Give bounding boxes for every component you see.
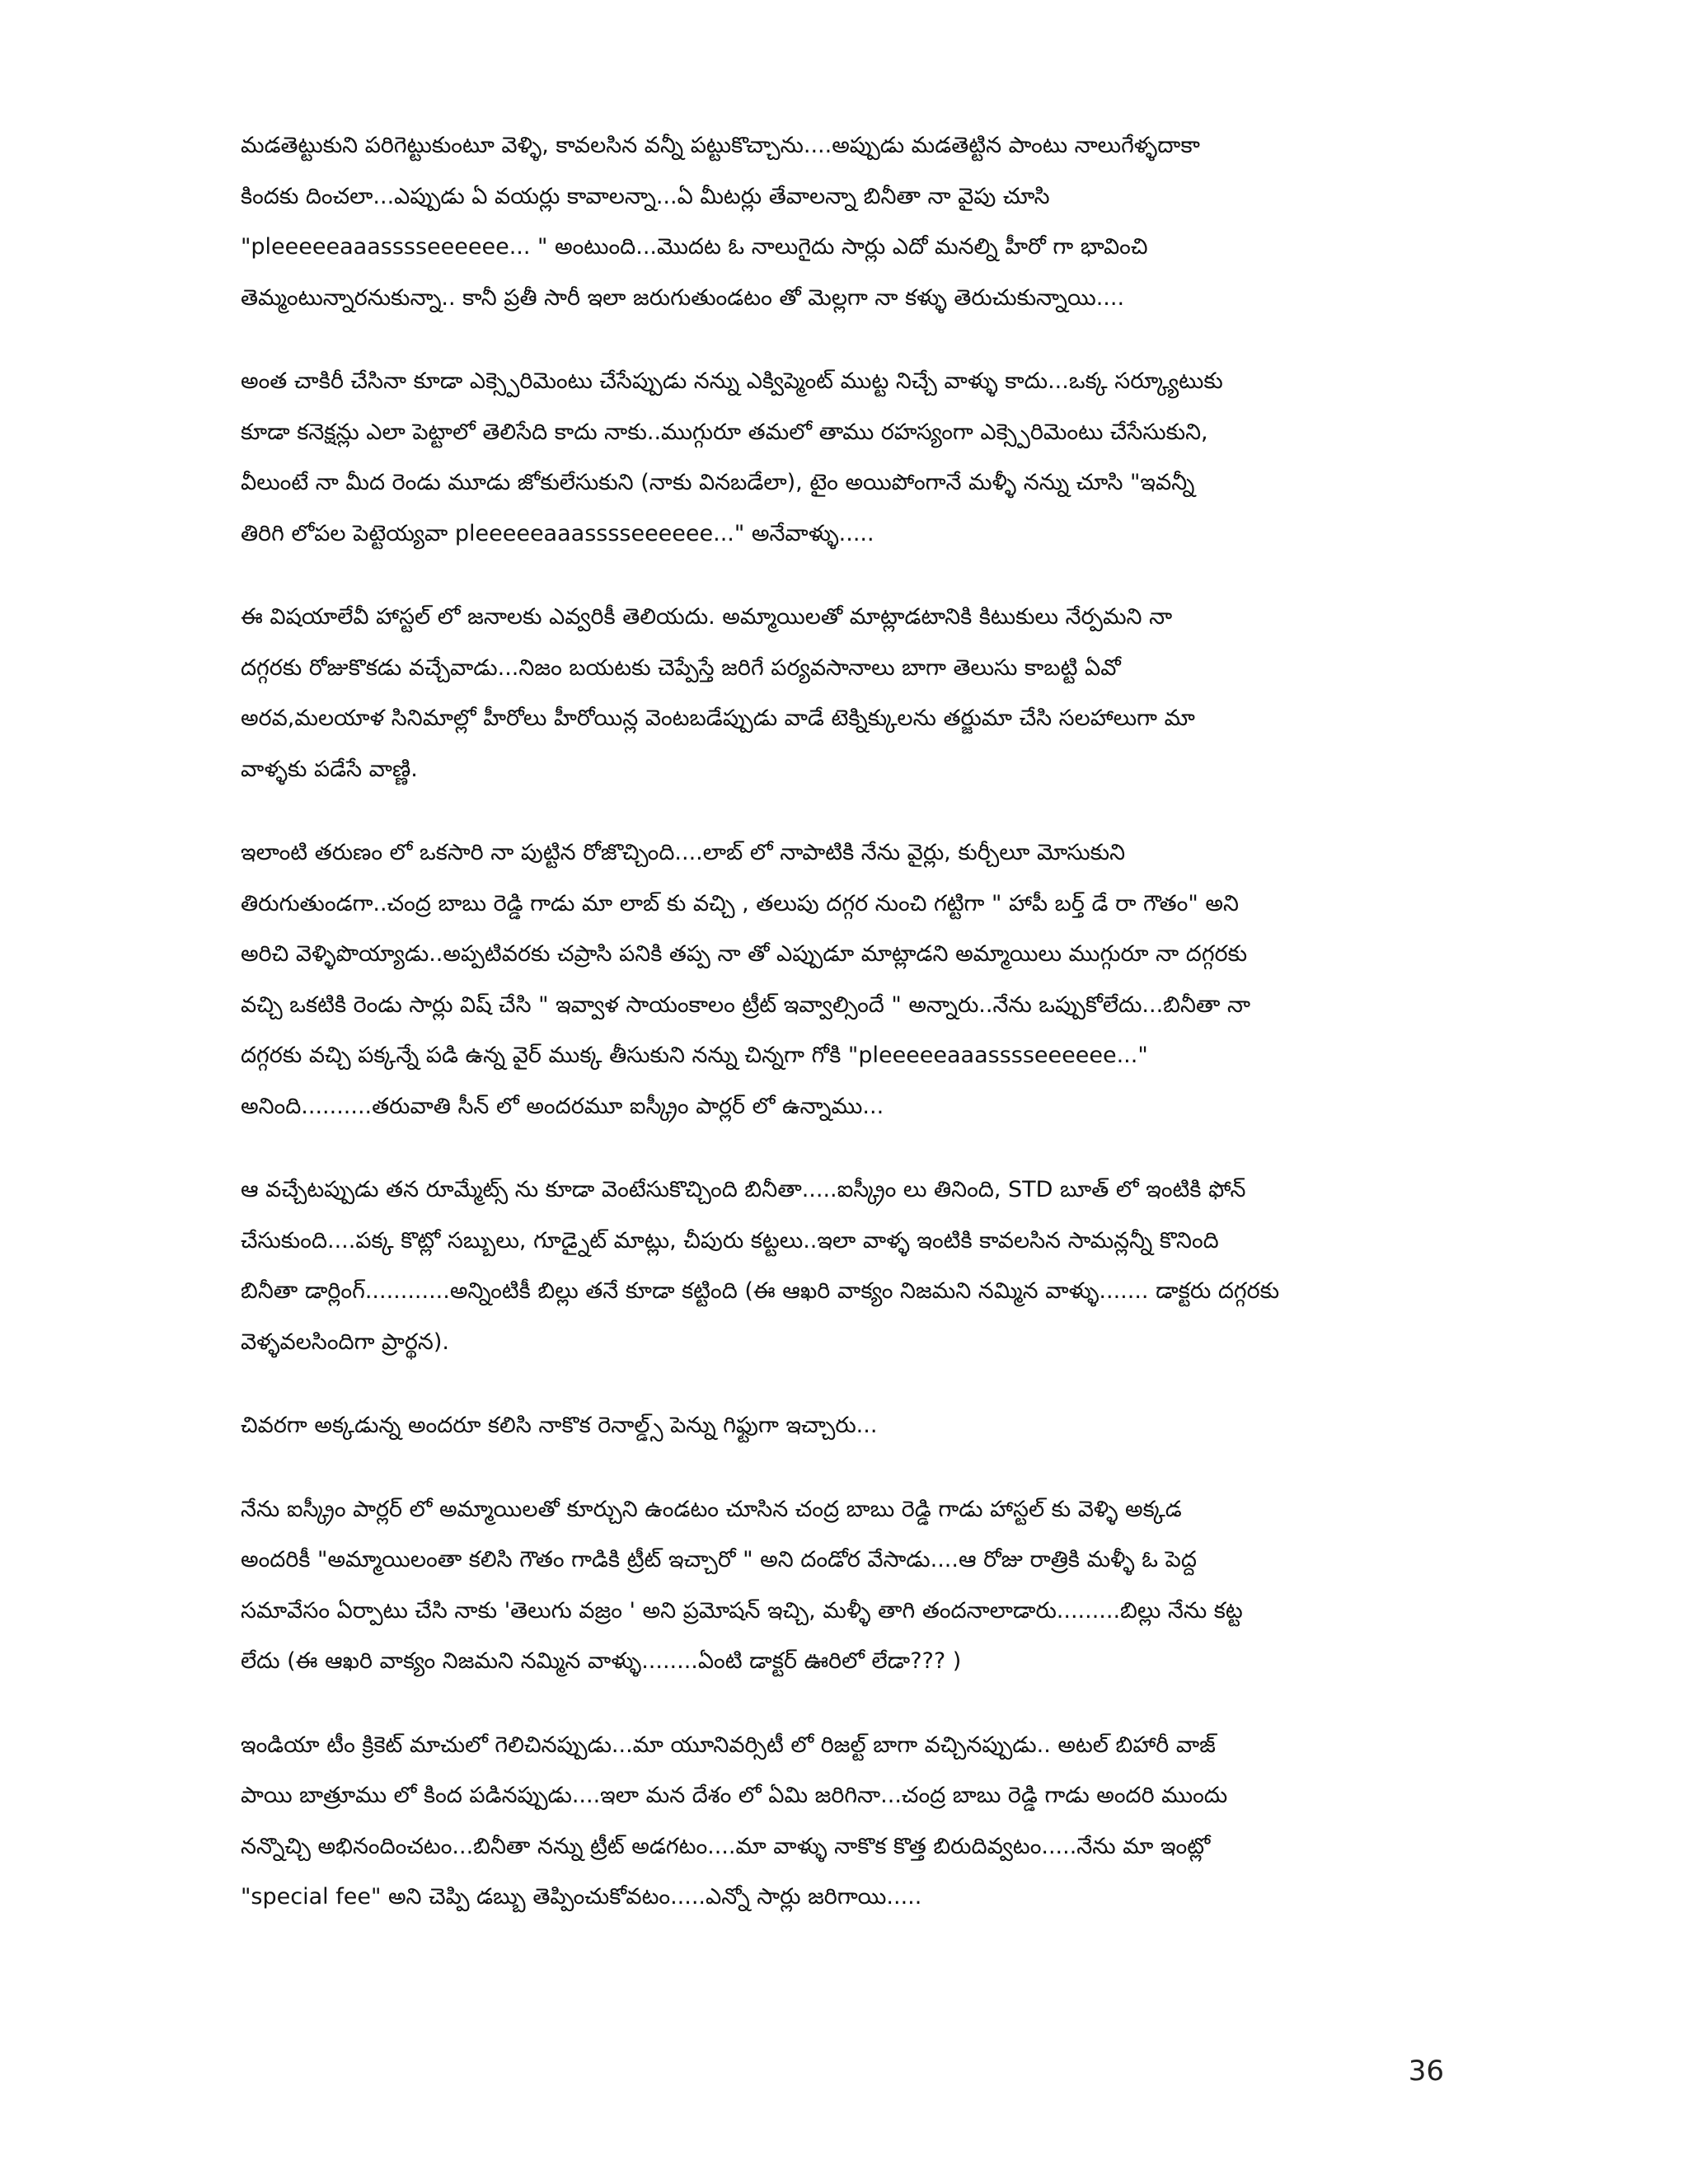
text-line: కూడా కనెక్షన్లు ఎలా పెట్టాలో తెలిసేది కాదు నాకు..ముగ్గురూ తమలో తాము రహస్యంగా ఎక్స్పెరిమెంటు చేసేసుకుని, <box>241 419 1208 445</box>
text-line: అందరికీ "అమ్మాయిలంతా కలిసి గౌతం గాడికి ట్రీట్ ఇచ్చారో " అని దండోర వేసాడు....ఆ రోజు రాత్రికి మళ్ళీ ఓ పెద్ద <box>241 1547 1197 1572</box>
text-line: వీలుంటే నా మీద రెండు మూడు జోకులేసుకుని (నాకు వినబడేలా), టైం అయిపోంగానే మళ్ళీ నన్ను చూసి "ఇవన్నీ <box>241 470 1195 495</box>
text-line: కిందకు దించలా...ఎప్పుడు ఏ వయర్లు కావాలన్నా...ఏ మీటర్లు తేవాలన్నా బినీతా నా వైపు చూసి <box>241 183 1050 209</box>
text-line: అంత చాకిరీ చేసినా కూడా ఎక్స్పెరిమెంటు చేసేప్పుడు నన్ను ఎక్విప్మెంట్ ముట్ట నిచ్చే వాళ్ళు కాదు...ఒక్క సర్క్యూటుకు <box>241 368 1223 394</box>
text-line: దగ్గరకు రోజుకొకడు వచ్చేవాడు...నిజం బయటకు చెప్పేస్తే జరిగే పర్యవసానాలు బాగా తెలుసు కాబట్టి ఏవో <box>241 654 1121 681</box>
text-line: దగ్గరకు వచ్చి పక్కన్నే పడి ఉన్న వైర్ ముక్క తీసుకుని నన్ను చిన్నగా గోకి "pleeeeeaaasssseeeeee..." <box>241 1043 1148 1068</box>
text-line: చేసుకుంది....పక్క కొట్లో సబ్బులు, గూడ్నైట్ మాట్లు, చీపురు కట్టలు..ఇలా వాళ్ళ ఇంటికి కావలసిన సామన్లన్నీ కొనింది <box>241 1227 1219 1254</box>
paragraph <box>241 356 1444 559</box>
paragraph <box>241 1400 1444 1451</box>
paragraph <box>241 1165 1444 1367</box>
body-text <box>241 120 1444 1956</box>
text-line: ఇండియా టీం క్రికెట్ మాచులో గెలిచినప్పుడు...మా యూనివర్సిటీ లో రిజల్ట్ బాగా వచ్చినప్పుడు.. అటల్ బిహారీ వాజ్ <box>241 1732 1216 1758</box>
text-line: నన్నొచ్చి అభినందించటం...బినీతా నన్ను ట్రీట్ అడగటం....మా వాళ్ళు నాకొక కొత్త బిరుదివ్వటం.....నేను మా ఇంట్లో <box>241 1833 1211 1859</box>
text-line: వచ్చి ఒకటికి రెండు సార్లు విష్ చేసి " ఇవ్వాళ సాయంకాలం ట్రీట్ ఇవ్వాల్సిందే " అన్నారు..నేను ఒప్పుకోలేదు...బినీతా నా <box>241 991 1251 1018</box>
text-line: అరిచి వెళ్ళిపొయ్యాడు..అప్పటివరకు చప్రాసి పనికి తప్ప నా తో ఎప్పుడూ మాట్లాడని అమ్మాయిలు ముగ్గురూ నా దగ్గరకు <box>241 941 1248 967</box>
text-line: తెమ్మంటున్నారనుకున్నా.. కానీ ప్రతీ సారీ ఇలా జరుగుతుండటం తో మెల్లగా నా కళ్ళు తెరుచుకున్నాయి.... <box>241 284 1125 311</box>
text-line: వాళ్ళకు పడేసే వాణ్ణి. <box>241 756 418 782</box>
paragraph <box>241 120 1444 323</box>
text-line: తిరుగుతుండగా..చంద్ర బాబు రెడ్డి గాడు మా లాబ్ కు వచ్చి , తలుపు దగ్గర నుంచి గట్టిగా " హాపీ బర్త్ డే రా గౌతం" అని <box>241 890 1239 916</box>
text-line: సమావేసం ఏర్పాటు చేసి నాకు 'తెలుగు వజ్రం ' అని ప్రమోషన్ ఇచ్చి, మళ్ళీ తాగి తందనాలాడారు.........బిల్లు నేను కట్ట <box>241 1597 1243 1624</box>
text-line: లేదు (ఈ ఆఖరి వాక్యం నిజమని నమ్మిన వాళ్ళు........ఏంటి డాక్టర్ ఊరిలో లేడా??? ) <box>241 1648 962 1674</box>
text-line: అరవ,మలయాళ సినిమాల్లో హీరోలు హీరోయిన్ల వెంటబడేప్పుడు వాడే టెక్నిక్కులను తర్జుమా చేసి సలహాలుగా మా <box>241 705 1195 731</box>
page-number: 36 <box>1408 2055 1444 2088</box>
text-line: నేను ఐస్క్రీం పార్లర్ లో అమ్మాయిలతో కూర్చుని ఉండటం చూసిన చంద్ర బాబు రెడ్డి గాడు హాస్టల్ కు వెళ్ళి అక్కడ <box>241 1496 1182 1522</box>
text-line: వెళ్ళవలసిందిగా ప్రార్థన). <box>241 1329 449 1355</box>
text-line: ఈ విషయాలేవీ హాస్టల్ లో జనాలకు ఎవ్వరికీ తెలియదు. అమ్మాయిలతో మాట్లాడటానికి కిటుకులు నేర్పమని నా <box>241 604 1173 630</box>
text-line: మడతెట్టుకుని పరిగెట్టుకుంటూ వెళ్ళి, కావలసిన వన్నీ పట్టుకొచ్చాను....అప్పుడు మడతెట్టిన పాంటు నాలుగేళ్ళదాకా <box>241 133 1200 158</box>
text-line: "special fee" అని చెప్పి డబ్బు తెప్పించుకోవటం.....ఎన్నో సార్లు జరిగాయి..... <box>241 1884 922 1910</box>
text-line: బినీతా డార్లింగ్............అన్నింటికీ బిల్లు తనే కూడా కట్టింది (ఈ ఆఖరి వాక్యం నిజమని నమ్మిన వాళ్ళు....... డాక్టరు దగ్గరకు <box>241 1278 1280 1304</box>
text-line: తిరిగి లోపల పెట్టెయ్యవా pleeeeeaaasssseeeeee..." అనేవాళ్ళు..... <box>241 520 874 546</box>
text-line: ఆ వచ్చేటప్పుడు తన రూమ్మేట్స్ ను కూడా వెంటేసుకొచ్చింది బినీతా.....ఐస్క్రీం లు తినింది, STD బూత్ లో ఇంటికి ఫోన్ <box>241 1177 1246 1202</box>
paragraph <box>241 1484 1444 1687</box>
paragraph <box>241 592 1444 794</box>
text-line: అనింది..........తరువాతి సీన్ లో అందరమూ ఐస్క్రీం పార్లర్ లో ఉన్నాము... <box>241 1093 884 1119</box>
text-line: చివరగా అక్కడున్న అందరూ కలిసి నాకొక రెనాల్డ్స్ పెన్ను గిఫ్టుగా ఇచ్చారు... <box>241 1413 878 1438</box>
text-line: "pleeeeeaaasssseeeeee... " అంటుంది...మొదట ఓ నాలుగైదు సార్లు ఎదో మనల్ని హీరో గా భావించి <box>241 234 1148 260</box>
paragraph <box>241 827 1444 1132</box>
text-line: ఇలాంటి తరుణం లో ఒకసారి నా పుట్టిన రోజొచ్చింది....లాబ్ లో నాపాటికి నేను వైర్లు, కుర్చీలూ మోసుకుని <box>241 840 1126 865</box>
paragraph <box>241 1720 1444 1923</box>
text-line: పాయి బాత్రూము లో కింద పడినప్పుడు....ఇలా మన దేశం లో ఏమి జరిగినా...చంద్ర బాబు రెడ్డి గాడు అందరి ముందు <box>241 1783 1228 1808</box>
